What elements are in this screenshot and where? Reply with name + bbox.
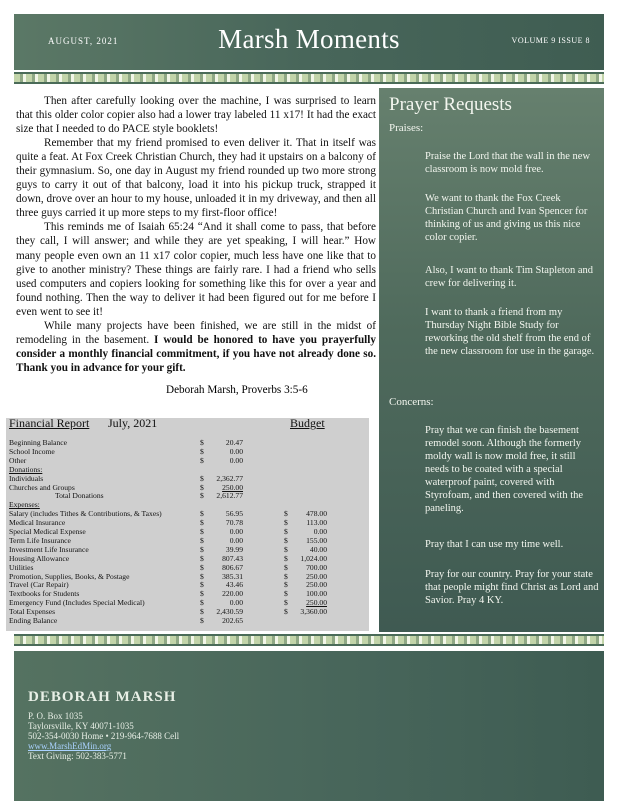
contact-name: DEBORAH MARSH <box>28 689 177 705</box>
prayer-requests-title: Prayer Requests <box>389 94 512 115</box>
currency-sign: $ <box>200 535 204 545</box>
currency-sign: $ <box>200 491 204 501</box>
currency-sign: $ <box>200 527 204 536</box>
financial-row-label: Salary (includes Tithes & Contributions, & Taxes) <box>9 509 162 519</box>
decorative-border-middle <box>14 634 604 646</box>
financial-row-amount: 0.00 <box>229 598 243 608</box>
currency-sign: $ <box>284 518 288 528</box>
financial-row-budget: 3,360.00 <box>300 607 327 617</box>
financial-row-label: Textbooks for Students <box>9 589 80 599</box>
financial-row-label: Total Expenses <box>9 607 56 617</box>
currency-sign: $ <box>200 509 204 519</box>
currency-sign: $ <box>200 607 204 617</box>
financial-row-amount: 0.00 <box>229 446 243 456</box>
currency-sign: $ <box>284 553 288 563</box>
concern-item: Pray that we can finish the basement remodel soon. Although the formerly moldy wall is now mold free, it still needs to be coated with a special waterproof paint, covered with Styrofoam, and then covered with the paneling. <box>425 425 584 514</box>
issue-volume: VOLUME 9 ISSUE 8 <box>511 36 590 45</box>
article-body <box>16 94 376 375</box>
financial-row-label: School Income <box>9 446 55 456</box>
article-paragraph-3: This reminds me of Isaiah 65:24 “And it shall come to pass, that before they call, I will answer; and while they are yet speaking, I will hear.” How many people even own an 11 x17 color copier, much less have one like that to give to another ministry? These things are fairly rare. I had a friend who sells used computers and copiers looking for something like this for over a year and found nothing. Then the way to deliver it had been figured out for me before I even went to see it! <box>16 221 376 318</box>
currency-sign: $ <box>284 509 288 519</box>
currency-sign: $ <box>200 580 204 590</box>
financial-report-title: Financial Report <box>9 416 90 430</box>
financial-row-amount: 806.67 <box>222 562 243 572</box>
financial-report-date: July, 2021 <box>108 416 158 430</box>
text-giving: Text Giving: 502-383-5771 <box>28 751 127 761</box>
decorative-border-top <box>14 72 604 84</box>
financial-row-amount: 202.65 <box>222 616 243 625</box>
financial-row-label: Promotion, Supplies, Books, & Postage <box>9 571 130 581</box>
financial-row-amount: 70.78 <box>225 518 243 528</box>
financial-row-budget: 100.00 <box>306 589 327 599</box>
financial-row-amount: 43.46 <box>225 580 243 590</box>
financial-row-label: Beginning Balance <box>9 438 67 447</box>
financial-report <box>6 418 369 631</box>
financial-row <box>9 466 369 475</box>
financial-row <box>9 617 369 626</box>
financial-row-amount: 39.99 <box>225 544 243 554</box>
financial-row-budget: 155.00 <box>306 535 327 545</box>
financial-row-amount: 0.00 <box>229 535 243 545</box>
financial-row-budget: 250.00 <box>306 571 327 581</box>
currency-sign: $ <box>284 589 288 599</box>
currency-sign: $ <box>200 455 204 465</box>
financial-row-label: Travel (Car Repair) <box>9 580 69 590</box>
currency-sign: $ <box>200 616 204 625</box>
article-signature: Deborah Marsh, Proverbs 3:5-6 <box>166 384 308 396</box>
financial-row-label: Special Medical Expense <box>9 527 86 536</box>
currency-sign: $ <box>200 562 204 572</box>
currency-sign: $ <box>200 544 204 554</box>
budget-heading: Budget <box>290 416 325 430</box>
newsletter-title: Marsh Moments <box>218 24 400 54</box>
financial-row-budget: 250.00 <box>306 598 327 608</box>
newsletter-header <box>14 14 604 70</box>
financial-row <box>9 457 369 466</box>
currency-sign: $ <box>284 527 288 536</box>
article-paragraph-4-text: While many projects have been finished, we are still in the midst of remodeling in the basement. <box>16 319 376 346</box>
financial-row-budget: 250.00 <box>306 580 327 590</box>
financial-row-budget: 700.00 <box>306 562 327 572</box>
currency-sign: $ <box>284 598 288 608</box>
currency-sign: $ <box>284 562 288 572</box>
concern-item: Pray that I can use my time well. <box>425 539 564 550</box>
currency-sign: $ <box>284 544 288 554</box>
financial-row-amount: 0.00 <box>229 455 243 465</box>
financial-row-label: Total Donations <box>55 491 104 501</box>
financial-row-label: Individuals <box>9 473 44 483</box>
financial-row-amount: 385.31 <box>222 571 243 581</box>
currency-sign: $ <box>200 473 204 483</box>
contact-phone: 502-354-0030 Home • 219-964-7688 Cell <box>28 731 180 741</box>
praise-item: Also, I want to thank Tim Stapleton and crew for delivering it. <box>425 265 593 289</box>
financial-row <box>9 448 369 457</box>
financial-row-label: Ending Balance <box>9 616 58 625</box>
currency-sign: $ <box>284 607 288 617</box>
financial-row-amount: 56.95 <box>225 509 243 519</box>
financial-row-budget: 478.00 <box>306 509 327 519</box>
currency-sign: $ <box>284 571 288 581</box>
financial-row-amount: 220.00 <box>222 589 243 599</box>
financial-row-budget: 1,024.00 <box>300 553 327 563</box>
concerns-label: Concerns: <box>389 396 434 408</box>
financial-row-amount: 250.00 <box>222 482 243 492</box>
currency-sign: $ <box>200 553 204 563</box>
praise-item: We want to thank the Fox Creek Christian Church and Ivan Spencer for thinking of us and giving us this nice color copier. <box>425 193 588 243</box>
currency-sign: $ <box>284 535 288 545</box>
financial-row-amount: 2,362.77 <box>216 473 243 483</box>
praises-label: Praises: <box>389 122 424 134</box>
financial-row-label: Housing Allowance <box>9 553 70 563</box>
currency-sign: $ <box>200 598 204 608</box>
praise-item: I want to thank a friend from my Thursday Night Bible Study for reworking the old shelf from the end of the new classroom for use in the garage. <box>425 307 595 357</box>
financial-row-label: Emergency Fund (Includes Special Medical) <box>9 598 145 608</box>
financial-row-budget: 0.00 <box>313 527 327 536</box>
financial-row-amount: 2,430.59 <box>216 607 243 617</box>
website-link[interactable]: www.MarshEdMin.org <box>28 741 112 751</box>
donation-appeal: I would be honored to have you prayerfully consider a monthly financial commitment, if you have not already done so. Thank you in advance for your gift. <box>16 333 376 374</box>
issue-date: AUGUST, 2021 <box>48 36 119 46</box>
praise-item: Praise the Lord that the wall in the new classroom is now mold free. <box>425 151 591 175</box>
contact-footer <box>14 651 604 801</box>
currency-sign: $ <box>200 571 204 581</box>
financial-row-label: Utilities <box>9 562 34 572</box>
financial-row <box>9 492 369 501</box>
financial-row-label: Medical Insurance <box>9 518 66 528</box>
financial-row-label: Other <box>9 455 27 465</box>
currency-sign: $ <box>284 580 288 590</box>
financial-row-label: Churches and Groups <box>9 482 75 492</box>
article-paragraph-4 <box>16 319 376 375</box>
financial-row-label: Donations: <box>9 464 43 474</box>
financial-row <box>9 439 369 448</box>
financial-row-amount: 807.43 <box>222 553 243 563</box>
currency-sign: $ <box>200 518 204 528</box>
currency-sign: $ <box>200 438 204 447</box>
prayer-requests-sidebar <box>379 88 604 632</box>
financial-row-label: Expenses: <box>9 500 40 510</box>
financial-row-label: Term Life Insurance <box>9 535 71 545</box>
financial-row-amount: 20.47 <box>225 438 243 447</box>
concern-item: Pray for our country. Pray for your state that people might find Christ as Lord and Savior. Pray 4 KY. <box>425 569 599 606</box>
currency-sign: $ <box>200 446 204 456</box>
article-paragraph-1: Then after carefully looking over the machine, I was surprised to learn that this older color copier also had a lower tray labeled 11 x17! It had the exact size that I needed to do PACE style booklets! <box>16 95 376 136</box>
financial-row <box>9 608 369 617</box>
financial-row-amount: 2,612.77 <box>216 491 243 501</box>
article-paragraph-2: Remember that my friend promised to even deliver it. That in itself was quite a feat. At Fox Creek Christian Church, they had it upstairs on a balcony of their gymnasium. So, one day in August my friend rounded up two more strong guys to carry it out of that balcony, load it into his pickup truck, strapped it down, drove over an hour to my house, unloaded it in my driveway, and then all three guys carried it up more steps to my first-floor office! <box>16 137 376 220</box>
financial-row-budget: 113.00 <box>306 518 327 528</box>
contact-po-box: P. O. Box 1035 <box>28 711 83 721</box>
currency-sign: $ <box>200 482 204 492</box>
contact-city: Taylorsville, KY 40071-1035 <box>28 721 134 731</box>
financial-row-budget: 40.00 <box>309 544 327 554</box>
financial-row-label: Investment Life Insurance <box>9 544 89 554</box>
financial-row-amount: 0.00 <box>229 527 243 536</box>
currency-sign: $ <box>200 589 204 599</box>
